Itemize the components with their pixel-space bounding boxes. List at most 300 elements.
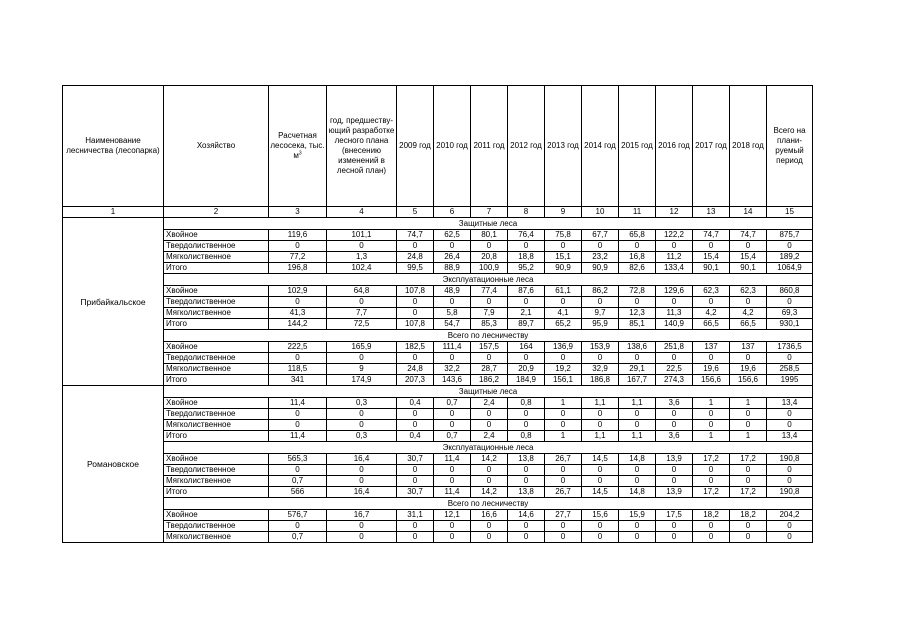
- column-number: 12: [656, 207, 693, 218]
- value-cell: 17,2: [730, 487, 767, 498]
- value-cell: 0: [269, 465, 327, 476]
- value-cell: 14,8: [619, 487, 656, 498]
- value-cell: 0,7: [269, 476, 327, 487]
- column-number: 4: [327, 207, 397, 218]
- column-number: 1: [63, 207, 164, 218]
- value-cell: 140,9: [656, 319, 693, 330]
- value-cell: 0: [397, 297, 434, 308]
- value-cell: 0: [471, 532, 508, 543]
- value-cell: 54,7: [434, 319, 471, 330]
- table-row: [63, 308, 813, 319]
- value-cell: 16,7: [327, 510, 397, 521]
- value-cell: 26,7: [545, 454, 582, 465]
- value-cell: 1: [545, 398, 582, 409]
- economy-label: Мягколиственное: [164, 532, 269, 543]
- value-cell: 28,7: [471, 364, 508, 375]
- value-cell: 18,2: [730, 510, 767, 521]
- value-cell: 0: [582, 241, 619, 252]
- value-cell: 0: [545, 241, 582, 252]
- value-cell: 16,4: [327, 487, 397, 498]
- value-cell: 101,1: [327, 230, 397, 241]
- value-cell: 0: [269, 353, 327, 364]
- section-title: Эксплуатационные леса: [164, 274, 813, 286]
- value-cell: 0: [582, 465, 619, 476]
- value-cell: 0: [471, 420, 508, 431]
- table-row: [63, 319, 813, 330]
- value-cell: 0: [327, 465, 397, 476]
- value-cell: 164: [508, 342, 545, 353]
- value-cell: 90,9: [582, 263, 619, 274]
- value-cell: 0: [619, 297, 656, 308]
- value-cell: 9,7: [582, 308, 619, 319]
- value-cell: 3,6: [656, 431, 693, 442]
- value-cell: 875,7: [767, 230, 813, 241]
- value-cell: 0: [434, 353, 471, 364]
- value-cell: 1: [545, 431, 582, 442]
- value-cell: 0: [269, 297, 327, 308]
- header-year-2018: 2018 год: [730, 86, 767, 207]
- value-cell: 74,7: [730, 230, 767, 241]
- value-cell: 182,5: [397, 342, 434, 353]
- economy-label: Итого: [164, 319, 269, 330]
- value-cell: 0: [619, 241, 656, 252]
- value-cell: 30,7: [397, 487, 434, 498]
- table-row: [63, 342, 813, 353]
- value-cell: 165,9: [327, 342, 397, 353]
- value-cell: 0: [767, 241, 813, 252]
- value-cell: 14,2: [471, 487, 508, 498]
- value-cell: 0: [693, 532, 730, 543]
- value-cell: 0: [545, 476, 582, 487]
- header-year-2009: 2009 год: [397, 86, 434, 207]
- value-cell: 102,4: [327, 263, 397, 274]
- economy-label: Твердолиственное: [164, 353, 269, 364]
- value-cell: 11,4: [269, 431, 327, 442]
- table-row: [63, 353, 813, 364]
- value-cell: 0: [693, 521, 730, 532]
- value-cell: 0: [656, 521, 693, 532]
- value-cell: 1,1: [582, 398, 619, 409]
- value-cell: 0: [434, 420, 471, 431]
- value-cell: 0: [582, 297, 619, 308]
- value-cell: 62,3: [693, 286, 730, 297]
- value-cell: 17,2: [693, 487, 730, 498]
- value-cell: 75,8: [545, 230, 582, 241]
- value-cell: 4,2: [730, 308, 767, 319]
- value-cell: 118,5: [269, 364, 327, 375]
- section-title: Защитные леса: [164, 218, 813, 230]
- value-cell: 5,8: [434, 308, 471, 319]
- value-cell: 65,2: [545, 319, 582, 330]
- value-cell: 1995: [767, 375, 813, 386]
- value-cell: 64,8: [327, 286, 397, 297]
- value-cell: 12,1: [434, 510, 471, 521]
- value-cell: 0: [767, 297, 813, 308]
- value-cell: 0: [545, 465, 582, 476]
- value-cell: 0: [471, 409, 508, 420]
- header-year-2016: 2016 год: [656, 86, 693, 207]
- value-cell: 0: [582, 420, 619, 431]
- value-cell: 16,8: [619, 252, 656, 263]
- value-cell: 0: [730, 465, 767, 476]
- value-cell: 0: [730, 521, 767, 532]
- value-cell: 90,1: [730, 263, 767, 274]
- value-cell: 20,8: [471, 252, 508, 263]
- value-cell: 0: [693, 476, 730, 487]
- value-cell: 0: [545, 521, 582, 532]
- value-cell: 0: [730, 297, 767, 308]
- table-row: [63, 487, 813, 498]
- header-forestry-name: Наименование лесничества (лесопарка): [63, 86, 164, 207]
- value-cell: 17,5: [656, 510, 693, 521]
- value-cell: 137: [693, 342, 730, 353]
- value-cell: 0: [582, 409, 619, 420]
- value-cell: 4,2: [693, 308, 730, 319]
- section-row: [63, 498, 813, 510]
- value-cell: 0,7: [434, 398, 471, 409]
- value-cell: 0: [767, 465, 813, 476]
- column-number: 13: [693, 207, 730, 218]
- value-cell: 0: [619, 465, 656, 476]
- value-cell: 190,8: [767, 487, 813, 498]
- value-cell: 11,2: [656, 252, 693, 263]
- value-cell: 0,3: [327, 398, 397, 409]
- column-number: 8: [508, 207, 545, 218]
- economy-label: Хвойное: [164, 510, 269, 521]
- value-cell: 0: [471, 353, 508, 364]
- economy-label: Твердолиственное: [164, 465, 269, 476]
- value-cell: 0: [471, 476, 508, 487]
- value-cell: 0: [656, 465, 693, 476]
- economy-label: Хвойное: [164, 454, 269, 465]
- value-cell: 0: [656, 409, 693, 420]
- economy-label: Хвойное: [164, 230, 269, 241]
- value-cell: 0: [730, 532, 767, 543]
- value-cell: 111,4: [434, 342, 471, 353]
- value-cell: 0: [693, 465, 730, 476]
- value-cell: 65,8: [619, 230, 656, 241]
- value-cell: 7,7: [327, 308, 397, 319]
- section-row: [63, 386, 813, 398]
- value-cell: 0: [767, 409, 813, 420]
- header-year-2011: 2011 год: [471, 86, 508, 207]
- value-cell: 0: [619, 521, 656, 532]
- header-allowable-cut-sup: 3: [298, 150, 302, 157]
- value-cell: 0: [767, 476, 813, 487]
- value-cell: 90,9: [545, 263, 582, 274]
- value-cell: 19,6: [730, 364, 767, 375]
- value-cell: 0: [545, 532, 582, 543]
- value-cell: 860,8: [767, 286, 813, 297]
- value-cell: 174,9: [327, 375, 397, 386]
- value-cell: 0: [397, 353, 434, 364]
- value-cell: 31,1: [397, 510, 434, 521]
- value-cell: 2,4: [471, 431, 508, 442]
- value-cell: 144,2: [269, 319, 327, 330]
- value-cell: 1,1: [619, 431, 656, 442]
- value-cell: 4,1: [545, 308, 582, 319]
- forestry-name: Прибайкальское: [63, 218, 164, 386]
- value-cell: 88,9: [434, 263, 471, 274]
- economy-label: Итого: [164, 487, 269, 498]
- value-cell: 61,1: [545, 286, 582, 297]
- value-cell: 0: [619, 476, 656, 487]
- section-title: Всего по лесничеству: [164, 330, 813, 342]
- value-cell: 207,3: [397, 375, 434, 386]
- economy-label: Мягколиственное: [164, 252, 269, 263]
- value-cell: 0: [545, 353, 582, 364]
- header-row: [63, 86, 813, 207]
- economy-label: Мягколиственное: [164, 420, 269, 431]
- value-cell: 14,8: [619, 454, 656, 465]
- economy-label: Твердолиственное: [164, 241, 269, 252]
- table-row: [63, 420, 813, 431]
- value-cell: 14,5: [582, 454, 619, 465]
- value-cell: 186,2: [471, 375, 508, 386]
- value-cell: 66,5: [730, 319, 767, 330]
- value-cell: 0: [582, 532, 619, 543]
- value-cell: 77,2: [269, 252, 327, 263]
- value-cell: 0: [767, 420, 813, 431]
- economy-label: Итого: [164, 263, 269, 274]
- table-row: [63, 409, 813, 420]
- value-cell: 0: [327, 409, 397, 420]
- value-cell: 29,1: [619, 364, 656, 375]
- value-cell: 0: [730, 409, 767, 420]
- value-cell: 0: [545, 297, 582, 308]
- value-cell: 13,8: [508, 454, 545, 465]
- value-cell: 0: [508, 297, 545, 308]
- value-cell: 0: [327, 476, 397, 487]
- value-cell: 1064,9: [767, 263, 813, 274]
- value-cell: 0: [619, 409, 656, 420]
- value-cell: 32,9: [582, 364, 619, 375]
- column-number: 15: [767, 207, 813, 218]
- value-cell: 0: [545, 409, 582, 420]
- value-cell: 0: [508, 465, 545, 476]
- value-cell: 196,8: [269, 263, 327, 274]
- value-cell: 102,9: [269, 286, 327, 297]
- value-cell: 0: [269, 521, 327, 532]
- value-cell: 19,6: [693, 364, 730, 375]
- value-cell: 0: [508, 532, 545, 543]
- value-cell: 0,7: [434, 431, 471, 442]
- value-cell: 0: [269, 241, 327, 252]
- value-cell: 17,2: [730, 454, 767, 465]
- value-cell: 341: [269, 375, 327, 386]
- value-cell: 0: [397, 532, 434, 543]
- table-body: [63, 86, 813, 543]
- value-cell: 0: [656, 297, 693, 308]
- value-cell: 1: [693, 431, 730, 442]
- table-row: [63, 297, 813, 308]
- value-cell: 0: [508, 521, 545, 532]
- value-cell: 107,8: [397, 286, 434, 297]
- value-cell: 95,9: [582, 319, 619, 330]
- column-number: 2: [164, 207, 269, 218]
- value-cell: 85,1: [619, 319, 656, 330]
- value-cell: 14,5: [582, 487, 619, 498]
- value-cell: 0: [619, 353, 656, 364]
- value-cell: 0: [730, 353, 767, 364]
- value-cell: 72,8: [619, 286, 656, 297]
- value-cell: 0: [397, 465, 434, 476]
- header-economy: Хозяйство: [164, 86, 269, 207]
- value-cell: 74,7: [693, 230, 730, 241]
- value-cell: 95,2: [508, 263, 545, 274]
- value-cell: 13,4: [767, 431, 813, 442]
- value-cell: 12,3: [619, 308, 656, 319]
- value-cell: 576,7: [269, 510, 327, 521]
- value-cell: 0: [693, 241, 730, 252]
- value-cell: 156,1: [545, 375, 582, 386]
- section-row: [63, 218, 813, 230]
- value-cell: 15,4: [693, 252, 730, 263]
- value-cell: 86,2: [582, 286, 619, 297]
- value-cell: 24,8: [397, 252, 434, 263]
- section-title: Защитные леса: [164, 386, 813, 398]
- value-cell: 76,4: [508, 230, 545, 241]
- value-cell: 0: [397, 521, 434, 532]
- value-cell: 0: [434, 465, 471, 476]
- value-cell: 0: [582, 521, 619, 532]
- value-cell: 24,8: [397, 364, 434, 375]
- header-year-2014: 2014 год: [582, 86, 619, 207]
- value-cell: 0: [471, 297, 508, 308]
- value-cell: 85,3: [471, 319, 508, 330]
- economy-label: Твердолиственное: [164, 409, 269, 420]
- value-cell: 100,9: [471, 263, 508, 274]
- value-cell: 122,2: [656, 230, 693, 241]
- value-cell: 0: [434, 532, 471, 543]
- value-cell: 0: [327, 420, 397, 431]
- section-row: [63, 330, 813, 342]
- value-cell: 0: [397, 476, 434, 487]
- value-cell: 20,9: [508, 364, 545, 375]
- value-cell: 41,3: [269, 308, 327, 319]
- section-row: [63, 274, 813, 286]
- table-row: [63, 241, 813, 252]
- value-cell: 137: [730, 342, 767, 353]
- value-cell: 0: [397, 409, 434, 420]
- header-allowable-cut-text: Расчетная лесосека, тыс. м: [270, 131, 325, 160]
- value-cell: 153,9: [582, 342, 619, 353]
- value-cell: 26,7: [545, 487, 582, 498]
- value-cell: 156,6: [730, 375, 767, 386]
- economy-label: Итого: [164, 431, 269, 442]
- value-cell: 0: [656, 532, 693, 543]
- value-cell: 15,4: [730, 252, 767, 263]
- value-cell: 157,5: [471, 342, 508, 353]
- value-cell: 0: [656, 420, 693, 431]
- economy-label: Мягколиственное: [164, 308, 269, 319]
- value-cell: 565,3: [269, 454, 327, 465]
- value-cell: 1,1: [582, 431, 619, 442]
- value-cell: 0: [582, 476, 619, 487]
- value-cell: 274,3: [656, 375, 693, 386]
- column-number: 14: [730, 207, 767, 218]
- value-cell: 0: [327, 241, 397, 252]
- value-cell: 23,2: [582, 252, 619, 263]
- value-cell: 0: [656, 353, 693, 364]
- value-cell: 11,4: [434, 487, 471, 498]
- economy-label: Мягколиственное: [164, 364, 269, 375]
- section-title: Эксплуатационные леса: [164, 442, 813, 454]
- value-cell: 48,9: [434, 286, 471, 297]
- value-cell: 186,8: [582, 375, 619, 386]
- value-cell: 15,6: [582, 510, 619, 521]
- value-cell: 1: [730, 398, 767, 409]
- value-cell: 14,2: [471, 454, 508, 465]
- value-cell: 0: [471, 521, 508, 532]
- value-cell: 0: [269, 420, 327, 431]
- value-cell: 190,8: [767, 454, 813, 465]
- value-cell: 80,1: [471, 230, 508, 241]
- value-cell: 0: [730, 476, 767, 487]
- value-cell: 0: [767, 521, 813, 532]
- value-cell: 69,3: [767, 308, 813, 319]
- header-year-2015: 2015 год: [619, 86, 656, 207]
- value-cell: 222,5: [269, 342, 327, 353]
- value-cell: 156,6: [693, 375, 730, 386]
- value-cell: 0: [327, 521, 397, 532]
- value-cell: 16,4: [327, 454, 397, 465]
- table-row: [63, 364, 813, 375]
- value-cell: 15,1: [545, 252, 582, 263]
- value-cell: 0: [269, 409, 327, 420]
- value-cell: 0,8: [508, 431, 545, 442]
- allowable-cut-table: [62, 85, 813, 543]
- value-cell: 0: [327, 532, 397, 543]
- table-row: [63, 465, 813, 476]
- value-cell: 7,9: [471, 308, 508, 319]
- value-cell: 0: [582, 353, 619, 364]
- section-row: [63, 442, 813, 454]
- value-cell: 0: [327, 353, 397, 364]
- column-number: 10: [582, 207, 619, 218]
- value-cell: 30,7: [397, 454, 434, 465]
- value-cell: 136,9: [545, 342, 582, 353]
- value-cell: 9: [327, 364, 397, 375]
- value-cell: 0: [434, 409, 471, 420]
- economy-label: Итого: [164, 375, 269, 386]
- value-cell: 167,7: [619, 375, 656, 386]
- value-cell: 22,5: [656, 364, 693, 375]
- value-cell: 13,9: [656, 454, 693, 465]
- value-cell: 0: [656, 476, 693, 487]
- value-cell: 27,7: [545, 510, 582, 521]
- value-cell: 107,8: [397, 319, 434, 330]
- value-cell: 1: [693, 398, 730, 409]
- value-cell: 0: [471, 465, 508, 476]
- value-cell: 119,6: [269, 230, 327, 241]
- value-cell: 13,8: [508, 487, 545, 498]
- value-cell: 0: [397, 420, 434, 431]
- value-cell: 89,7: [508, 319, 545, 330]
- value-cell: 1736,5: [767, 342, 813, 353]
- header-year-2013: 2013 год: [545, 86, 582, 207]
- value-cell: 26,4: [434, 252, 471, 263]
- value-cell: 0: [656, 241, 693, 252]
- column-number: 5: [397, 207, 434, 218]
- value-cell: 0: [508, 353, 545, 364]
- value-cell: 62,3: [730, 286, 767, 297]
- value-cell: 99,5: [397, 263, 434, 274]
- table-row: [63, 230, 813, 241]
- value-cell: 0: [471, 241, 508, 252]
- value-cell: 0: [508, 409, 545, 420]
- value-cell: 16,6: [471, 510, 508, 521]
